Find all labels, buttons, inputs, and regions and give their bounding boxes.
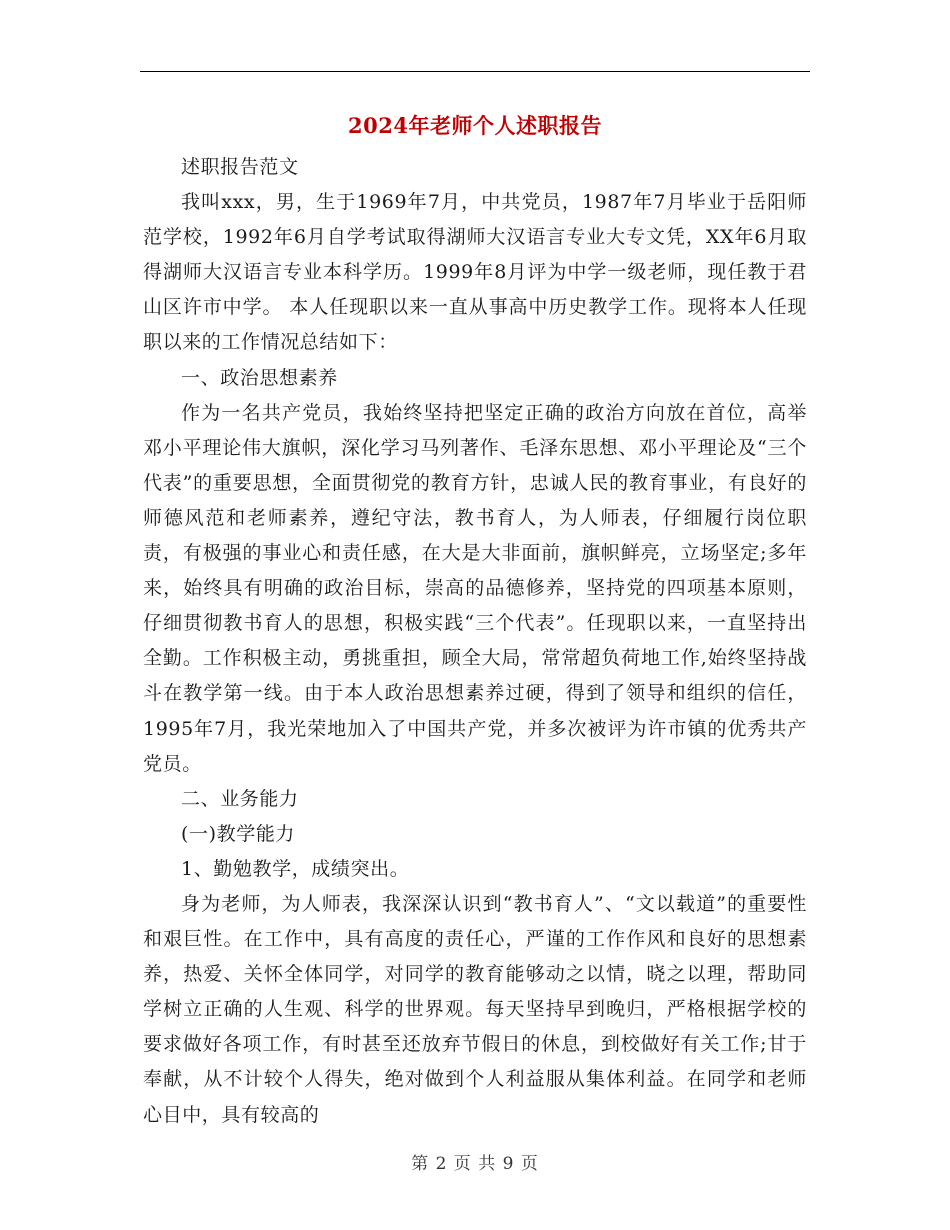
item-heading-diligence: 1、勤勉教学，成绩突出。	[181, 857, 410, 880]
paragraph-intro: 我叫xxx，男，生于1969年7月，中共党员，1987年7月毕业于岳阳师范学校，1992年6月自学考试取得湖师大汉语言专业大专文凭，XX年6月取得湖师大汉语言专业本科学历。1999年8月评为中学一级老师，现任教于君山区许市中学。 本人任现职以来一直从事高中历史教学工作。现将本人任现职以来的工作情况总结如下：	[143, 191, 807, 354]
paragraph-subtitle: 述职报告范文	[181, 156, 299, 178]
section-heading-politics: 一、政治思想素养	[181, 366, 338, 389]
page-number-footer: 第 2 页 共 9 页	[411, 1154, 539, 1174]
section-heading-ability: 二、业务能力	[181, 787, 299, 810]
paragraph-teacher-role: 身为老师，为人师表，我深深认识到“教书育人”、“文以载道”的重要性和艰巨性。在工作中，具有高度的责任心，严谨的工作作风和良好的思想素养，热爱、关怀全体同学，对同学的教育能够动之以情，晓之以理，帮助同学树立正确的人生观、科学的世界观。每天坚持早到晚归，严格根据学校的要求做好各项工作，有时甚至还放弃节假日的休息，到校做好有关工作;甘于奉献，从不计较个人得失，绝对做到个人利益服从集体利益。在同学和老师心目中，具有较高的	[143, 892, 807, 1126]
document-title: 2024年老师个人述职报告	[348, 113, 602, 138]
document-body	[143, 150, 807, 1133]
header-rule	[140, 71, 810, 72]
paragraph-politics: 作为一名共产党员，我始终坚持把坚定正确的政治方向放在首位，高举邓小平理论伟大旗帜，深化学习马列著作、毛泽东思想、邓小平理论及“三个代表”的重要思想，全面贯彻党的教育方针，忠诚人民的教育事业，有良好的师德风范和老师素养，遵纪守法，教书育人，为人师表，仔细履行岗位职责，有极强的事业心和责任感，在大是大非面前，旗帜鲜亮，立场坚定;多年来，始终具有明确的政治目标，崇高的品德修养，坚持党的四项基本原则，仔细贯彻教书育人的思想，积极实践“三个代表”。任现职以来，一直坚持出全勤。工作积极主动，勇挑重担，顾全大局，常常超负荷地工作,始终坚持战斗在教学第一线。由于本人政治思想素养过硬，得到了领导和组织的信任，1995年7月，我光荣地加入了中国共产党，并多次被评为许市镇的优秀共产党员。	[143, 401, 807, 775]
subsection-heading-teaching: (一)教学能力	[181, 822, 296, 845]
